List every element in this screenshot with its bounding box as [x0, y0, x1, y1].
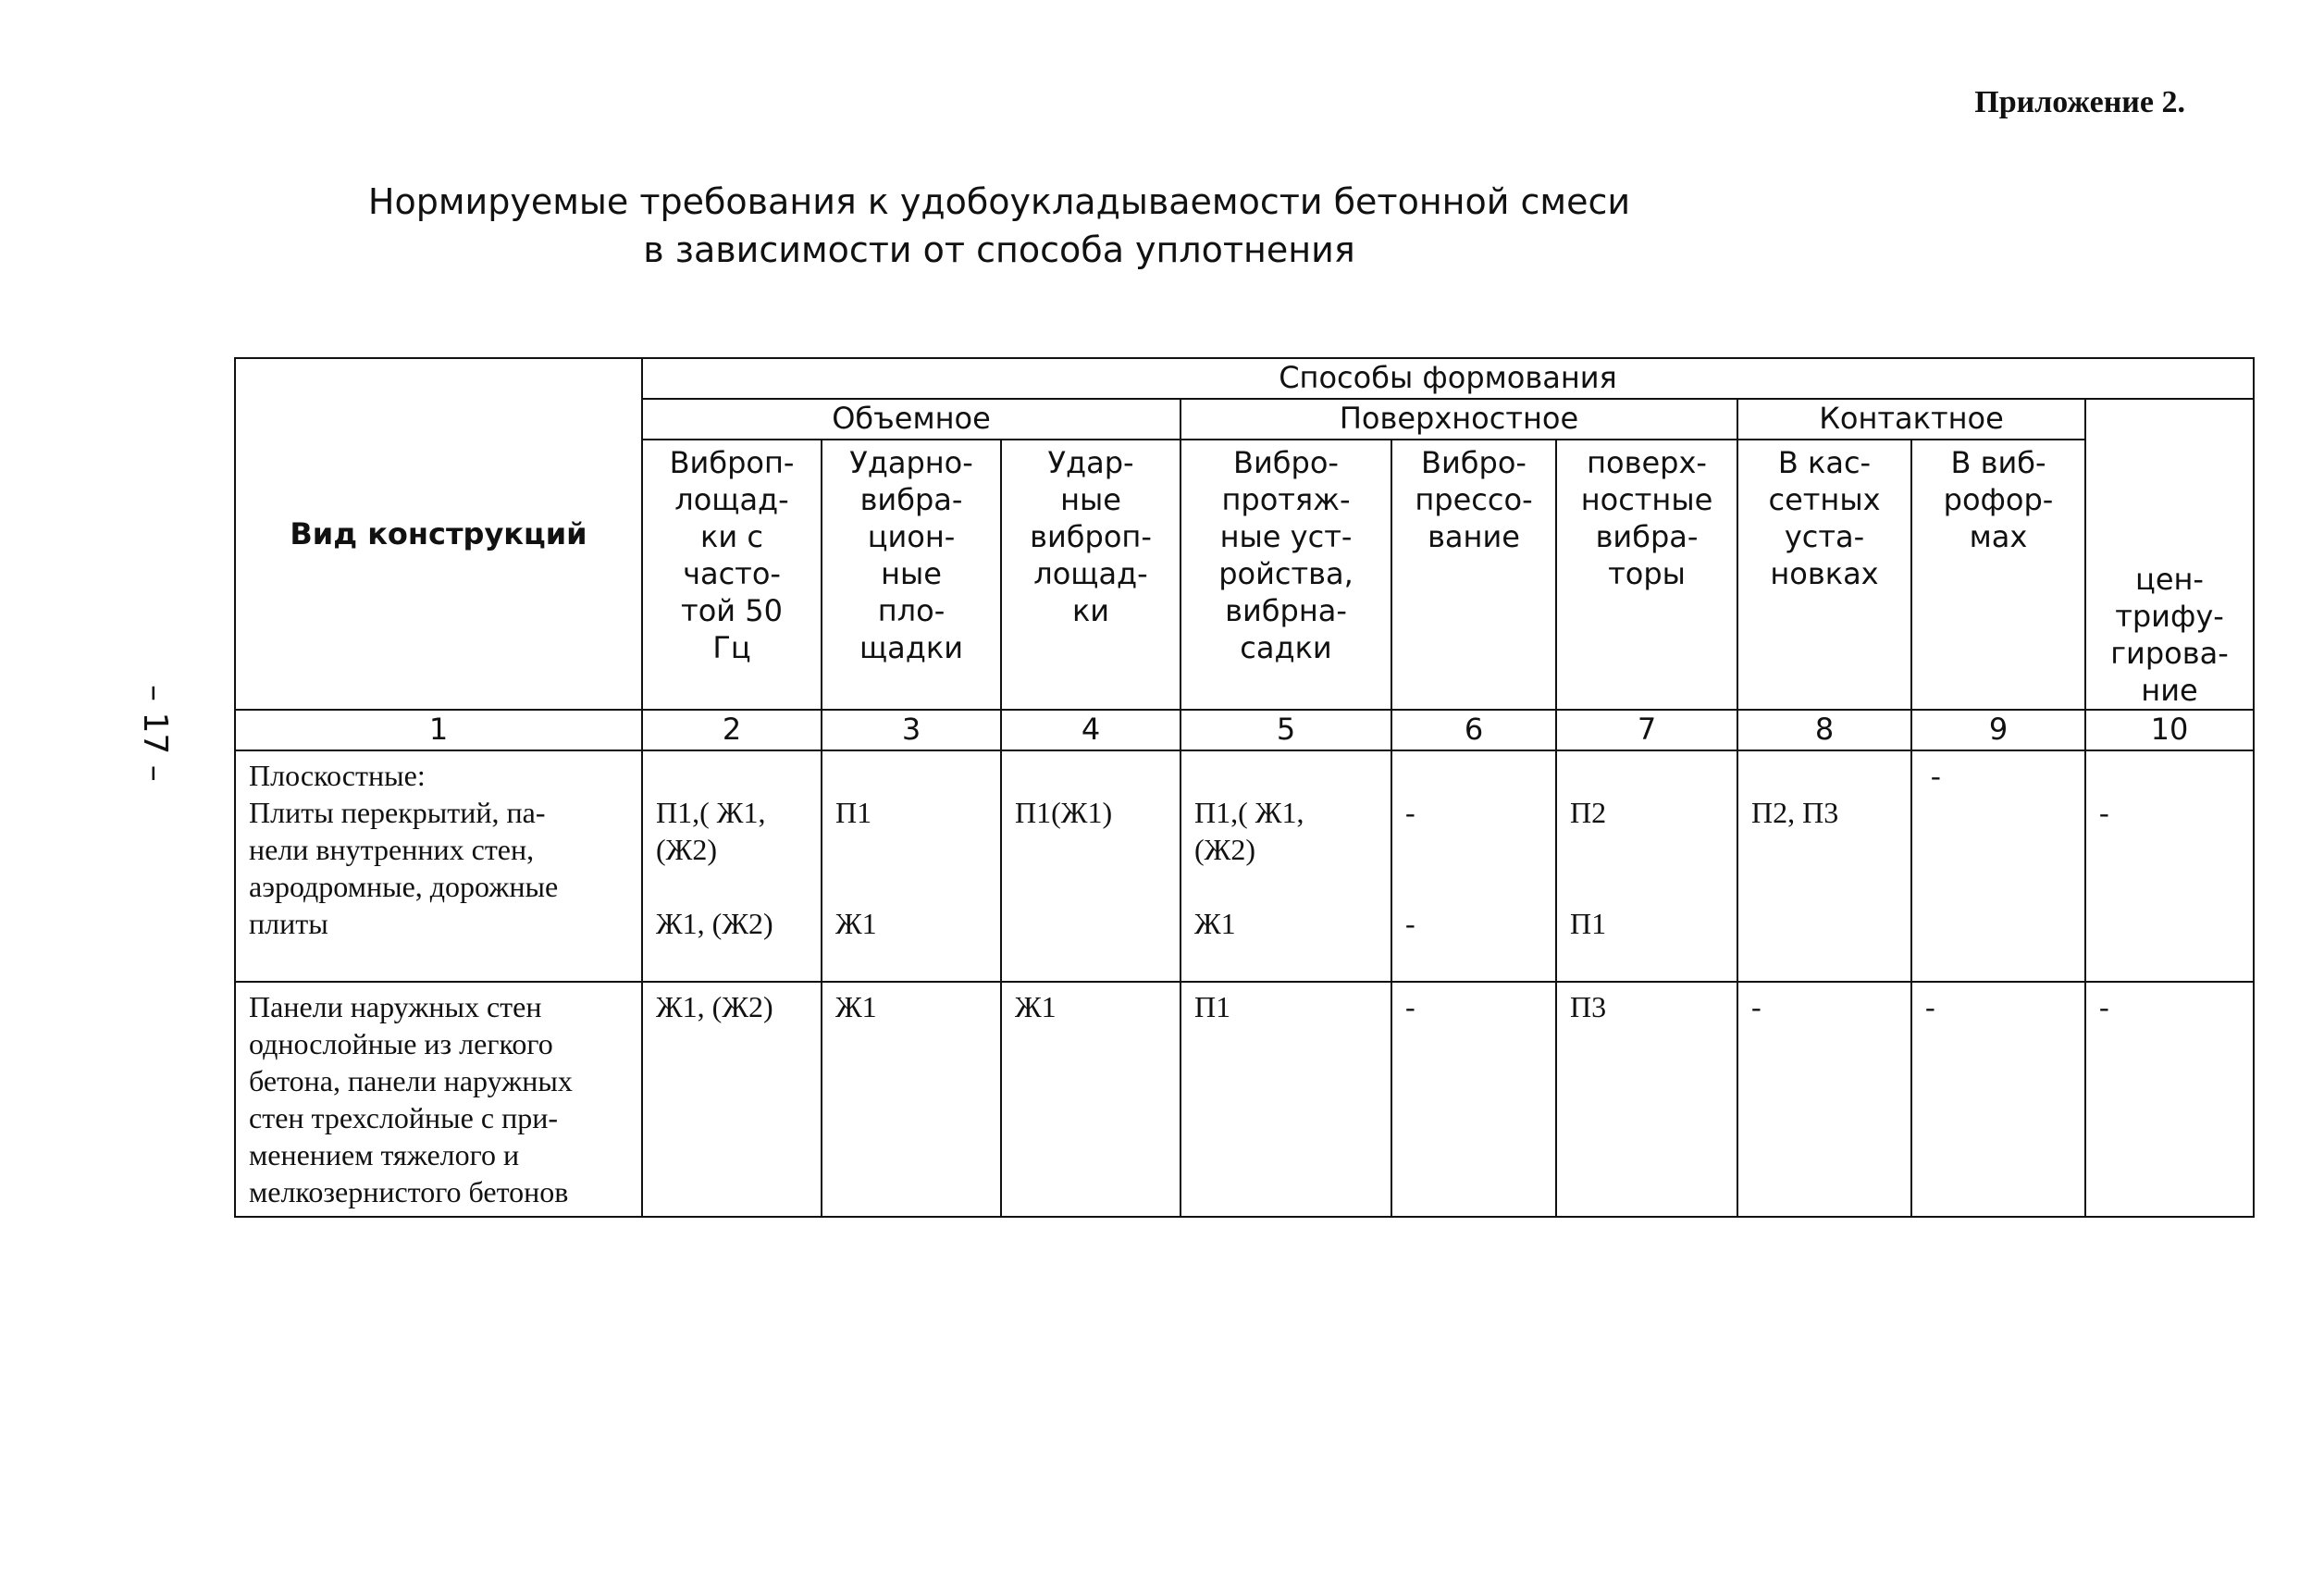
- table-cell: П1,( Ж1, (Ж2) Ж1, (Ж2): [642, 750, 822, 982]
- column-number: 10: [2085, 710, 2254, 750]
- column-number: 1: [235, 710, 642, 750]
- column-number: 5: [1181, 710, 1391, 750]
- row-label: Плоскостные: Плиты перекрытий, па- нели внутренних стен, аэродромные, дорожные плиты: [235, 750, 642, 982]
- column-header-8: В кас- сетных уста- новках: [1737, 440, 1911, 710]
- table-cell: П1: [1181, 982, 1391, 1217]
- requirements-table: [234, 357, 2255, 1218]
- column-number: 8: [1737, 710, 1911, 750]
- table-cell: - -: [1391, 750, 1556, 982]
- column-header-4: Удар- ные виброп- лощад- ки: [1001, 440, 1181, 710]
- table-cell: П2 П1: [1556, 750, 1737, 982]
- column-header-7: поверх- ностные вибра- торы: [1556, 440, 1737, 710]
- table-row: [235, 982, 2254, 1217]
- title-line-1: Нормируемые требования к удобоукладываемости бетонной смеси: [367, 181, 1631, 222]
- volume-group-header: Объемное: [642, 399, 1181, 440]
- table-cell: -: [1911, 750, 2085, 982]
- contact-group-header: Контактное: [1737, 399, 2085, 440]
- table-cell: -: [2085, 982, 2254, 1217]
- table-cell: П1(Ж1): [1001, 750, 1181, 982]
- table-cell: Ж1, (Ж2): [642, 982, 822, 1217]
- column-header-6: Вибро- прессо- вание: [1391, 440, 1556, 710]
- column-number: 4: [1001, 710, 1181, 750]
- column-number: 9: [1911, 710, 2085, 750]
- table-cell: -: [2085, 750, 2254, 982]
- construction-type-header: Вид конструкций: [235, 358, 642, 710]
- column-number: 2: [642, 710, 822, 750]
- table-cell: П1,( Ж1, (Ж2) Ж1: [1181, 750, 1391, 982]
- column-number: 6: [1391, 710, 1556, 750]
- row-label: Панели наружных стен однослойные из легкого бетона, панели наружных стен трехслойные с при- менением тяжелого и мелкозернистого бетонов: [235, 982, 642, 1217]
- table-row: [235, 750, 2254, 982]
- column-header-5: Вибро- протяж- ные уст- ройства, вибрна- садки: [1181, 440, 1391, 710]
- surface-group-header: Поверхностное: [1181, 399, 1737, 440]
- title-line-2: в зависимости от способа уплотнения: [643, 229, 1355, 270]
- table-cell: -: [1391, 982, 1556, 1217]
- table-cell: Ж1: [1001, 982, 1181, 1217]
- column-number-row: [235, 710, 2254, 750]
- column-header-10: цен- трифу- гирова- ние: [2085, 399, 2254, 710]
- forming-methods-header: Способы формования: [642, 358, 2254, 399]
- column-header-2: Виброп- лощад- ки с часто- той 50 Гц: [642, 440, 822, 710]
- table-cell: Ж1: [822, 982, 1001, 1217]
- appendix-label: Приложение 2.: [1974, 85, 2185, 119]
- table-cell: П3: [1556, 982, 1737, 1217]
- table-cell: -: [1911, 982, 2085, 1217]
- table-cell: П2, П3: [1737, 750, 1911, 982]
- column-header-9: В виб- рофор- мах: [1911, 440, 2085, 710]
- column-number: 3: [822, 710, 1001, 750]
- column-header-3: Ударно- вибра- цион- ные пло- щадки: [822, 440, 1001, 710]
- page-number: – 17 –: [136, 685, 174, 782]
- page-title: [0, 178, 1998, 274]
- table-cell: П1 Ж1: [822, 750, 1001, 982]
- column-number: 7: [1556, 710, 1737, 750]
- table-cell: -: [1737, 982, 1911, 1217]
